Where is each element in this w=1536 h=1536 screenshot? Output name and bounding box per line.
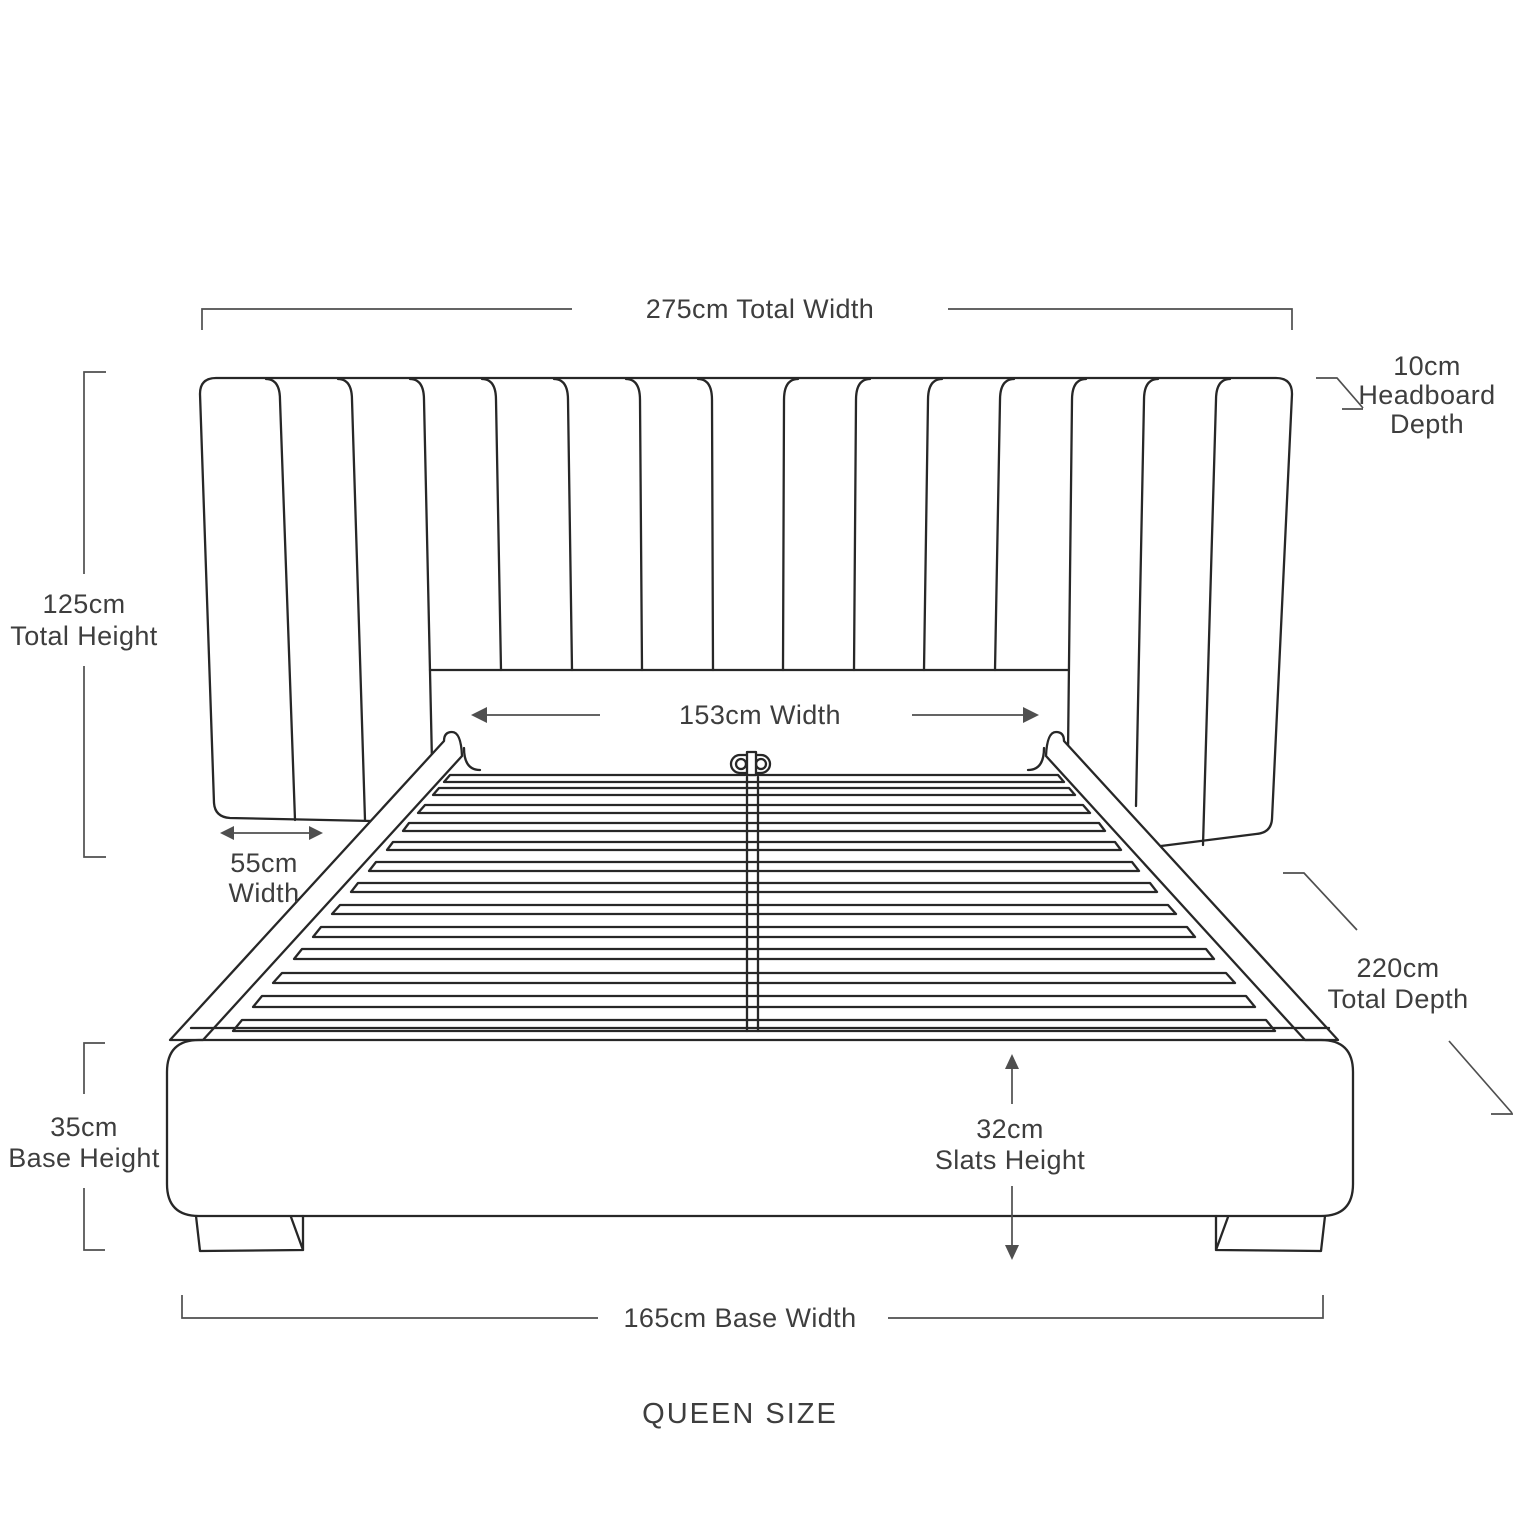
wing-width-arrow-right (309, 826, 323, 840)
mattress-width-label: 153cm Width (679, 700, 841, 730)
slat (387, 842, 1121, 850)
total-width-label: 275cm Total Width (645, 294, 875, 324)
right-side-rail (1046, 732, 1338, 1040)
total-depth-label-line2: Total Depth (1327, 984, 1469, 1014)
slat (294, 949, 1214, 959)
channel-line (410, 379, 432, 762)
base-box (167, 1040, 1353, 1216)
left-leg (196, 1216, 303, 1251)
channel-line (554, 379, 572, 670)
lower-panel-left-corner (464, 748, 480, 770)
slat (273, 973, 1235, 983)
channel-line (783, 379, 798, 670)
channel-line (995, 379, 1014, 670)
base-width-label: 165cm Base Width (623, 1303, 857, 1333)
mattress-width-arrow-left (471, 707, 487, 723)
channel-line (266, 379, 295, 820)
channel-line (626, 379, 642, 670)
slat (233, 1020, 1275, 1031)
headboard-depth-label-line2: Headboard (1358, 380, 1496, 410)
channel-line (1203, 379, 1230, 845)
wing-width-label-line2: Width (228, 878, 300, 908)
channel-line (698, 379, 713, 670)
channel-line (482, 379, 501, 670)
channel-line (854, 379, 870, 670)
slat (433, 788, 1075, 795)
total-depth-leader-upper (1283, 873, 1357, 930)
slats-height-arrow-down (1005, 1245, 1019, 1260)
slats-height-label-line2: Slats Height (934, 1145, 1086, 1175)
wing-width-arrow-left (220, 826, 234, 840)
lower-panel-right-corner (1028, 748, 1044, 770)
headboard-depth-leader (1316, 378, 1363, 409)
total-height-label-line2: Total Height (10, 621, 158, 651)
size-title: QUEEN SIZE (642, 1398, 838, 1430)
base-height-label-line2: Base Height (8, 1143, 160, 1173)
side-rails (170, 732, 1338, 1040)
channel-line (1068, 379, 1086, 752)
slat (403, 823, 1105, 831)
hinge-tab (747, 752, 756, 775)
slat (418, 805, 1090, 813)
slat (313, 927, 1195, 937)
channel-line (338, 379, 365, 820)
total-depth-label-line1: 220cm (1356, 953, 1440, 983)
channel-line (924, 379, 942, 670)
headboard-depth-label-line3: Depth (1389, 409, 1465, 439)
slat (351, 883, 1157, 892)
center-hinge (731, 752, 770, 775)
wing-width-label-line1: 55cm (230, 848, 298, 878)
base-height-label-line1: 35cm (50, 1112, 118, 1142)
channel-line (1136, 379, 1158, 806)
headboard-depth-label-line1: 10cm (1393, 351, 1461, 381)
slat (253, 996, 1255, 1007)
slat (369, 862, 1139, 871)
right-leg (1216, 1216, 1325, 1251)
slats-height-arrow-up (1005, 1054, 1019, 1069)
slats-height-label-line1: 32cm (976, 1114, 1044, 1144)
total-height-label-line1: 125cm (42, 589, 126, 619)
slat (332, 905, 1176, 914)
total-depth-leader-lower (1449, 1041, 1513, 1114)
bed-base (167, 1028, 1353, 1251)
mattress-width-arrow-right (1023, 707, 1039, 723)
